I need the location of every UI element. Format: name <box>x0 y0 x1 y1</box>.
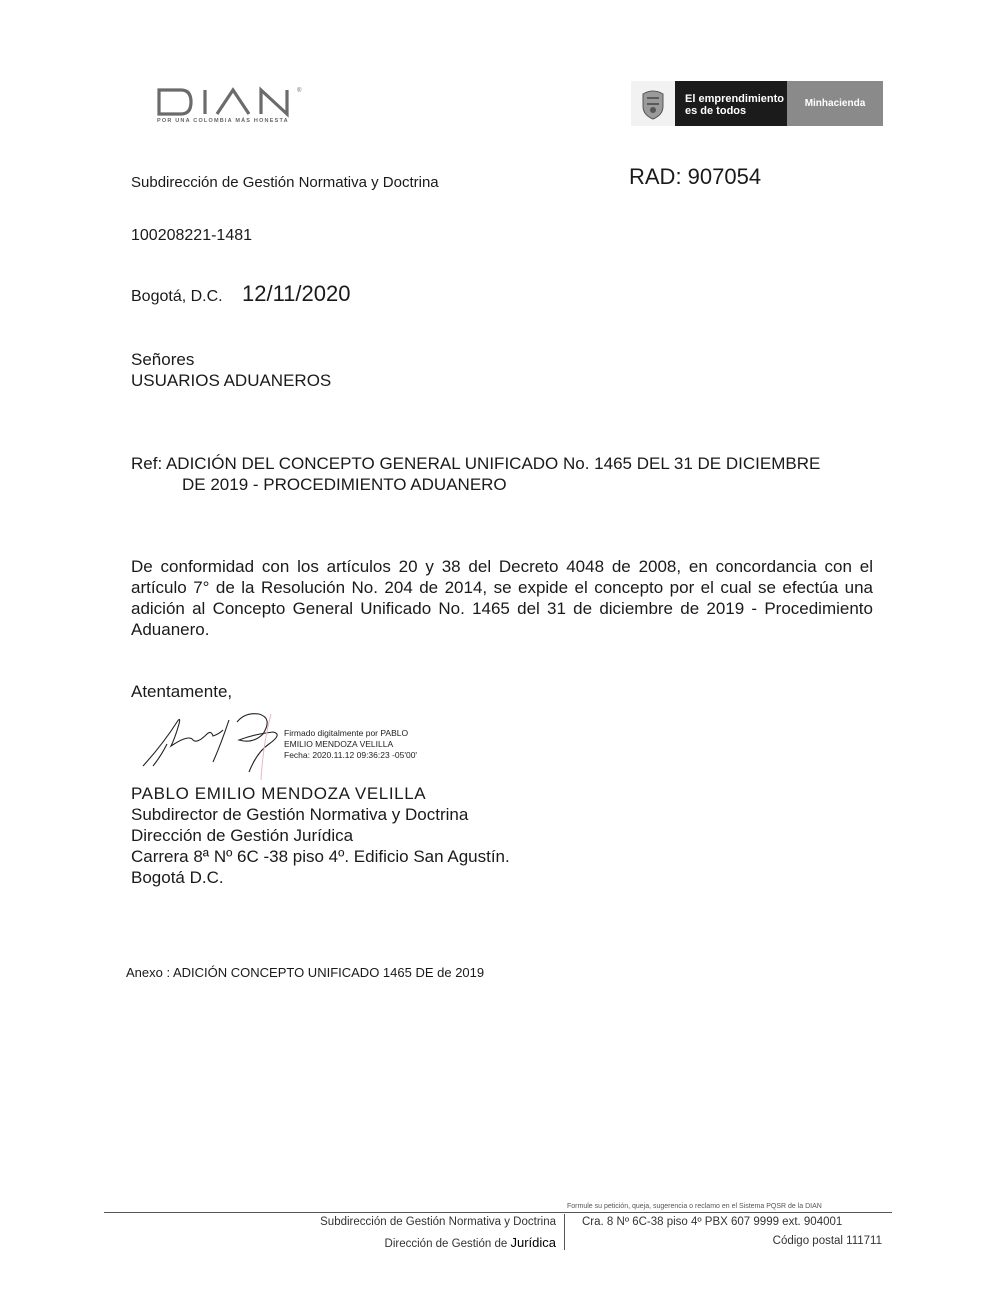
footer-office: Subdirección de Gestión Normativa y Doctrina <box>320 1216 556 1228</box>
signer-title: Subdirector de Gestión Normativa y Doctrina <box>131 805 469 824</box>
footer-address: Cra. 8 Nº 6C-38 piso 4º PBX 607 9999 ext. 904001 <box>582 1216 843 1228</box>
closing: Atentamente, <box>131 682 233 701</box>
footer-direction-prefix: Dirección de Gestión de <box>384 1238 508 1250</box>
stamp-line2: EMILIO MENDOZA VELILLA <box>284 739 394 749</box>
footer-vertical-divider <box>564 1214 565 1250</box>
stamp-line3: Fecha: 2020.11.12 09:36:23 -05'00' <box>284 750 418 760</box>
stamp-line1: Firmado digitalmente por PABLO <box>284 728 409 738</box>
footer-divider <box>104 1212 892 1213</box>
gov-slogan <box>675 81 787 126</box>
footer-postal-code: Código postal 111711 <box>772 1235 882 1247</box>
salutation: Señores <box>131 350 195 369</box>
footer-direction <box>385 1235 556 1250</box>
signer-department: Dirección de Gestión Jurídica <box>131 826 354 845</box>
gov-slogan-line1: El emprendimiento <box>685 93 785 105</box>
letter-date: 12/11/2020 <box>242 281 351 306</box>
ministry-label: Minhacienda <box>787 81 883 126</box>
radicado-number: 100208221-1481 <box>131 227 253 244</box>
recipient: USUARIOS ADUANEROS <box>131 371 332 390</box>
rad-number: RAD: 907054 <box>629 164 762 189</box>
pqsr-note: Formule su petición, queja, sugerencia o reclamo en el Sistema PQSR de la DIAN <box>567 1203 822 1210</box>
coat-of-arms-icon <box>631 81 675 126</box>
gov-slogan-line2: es de todos <box>685 105 747 117</box>
government-banner <box>631 81 883 126</box>
dian-tagline: POR UNA COLOMBIA MÁS HONESTA <box>157 118 289 124</box>
handwritten-signature <box>133 704 303 784</box>
reference-line1: Ref: ADICIÓN DEL CONCEPTO GENERAL UNIFICADO No. 1465 DEL 31 DE DICIEMBRE <box>131 454 821 473</box>
signer-address: Carrera 8ª Nº 6C -38 piso 4º. Edificio San Agustín. <box>131 847 510 866</box>
footer-direction-emph: Jurídica <box>510 1235 556 1250</box>
reference-line2: DE 2019 - PROCEDIMIENTO ADUANERO <box>182 475 507 494</box>
digital-signature-stamp <box>284 728 417 761</box>
annex-line: Anexo : ADICIÓN CONCEPTO UNIFICADO 1465 DE de 2019 <box>126 965 485 980</box>
signer-city: Bogotá D.C. <box>131 868 224 887</box>
office-name: Subdirección de Gestión Normativa y Doctrina <box>131 174 439 191</box>
city-label: Bogotá, D.C. <box>131 288 223 305</box>
svg-text:®: ® <box>297 88 302 94</box>
body-paragraph: De conformidad con los artículos 20 y 38 del Decreto 4048 de 2008, en concordancia con el artículo 7° de la Resolución No. 204 de 2014, se expide el concepto por el cual se efectúa una adición al Concepto General Unificado No. 1465 del 31 de diciembre de 2019 - Procedimiento Aduanero. <box>131 557 873 639</box>
signer-name: PABLO EMILIO MENDOZA VELILLA <box>131 784 427 803</box>
